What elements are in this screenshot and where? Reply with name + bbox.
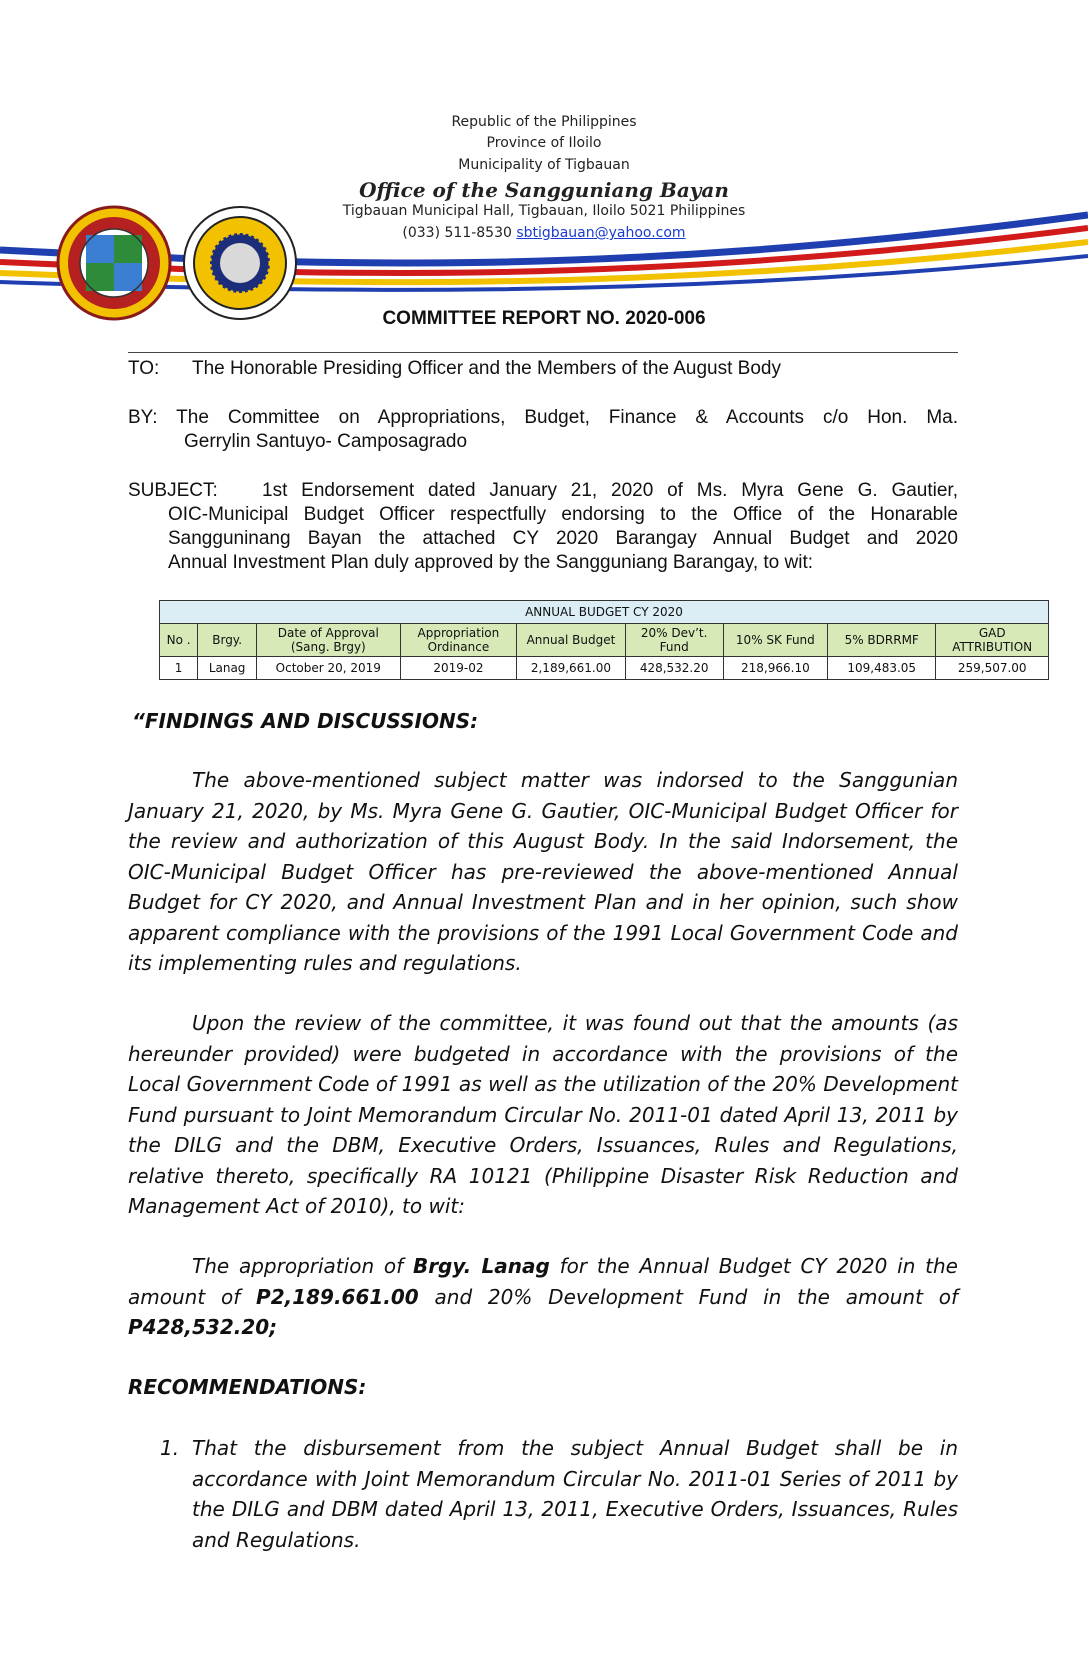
recommendation-1: That the disbursement from the subject Annual Budget shall be in accordance with Joint Memorandum Circular No. 2011-01 Series of 2011 by the DILG and DBM dated April 13, 2011, Executive Orders, Issuances, Rules and Regulations.	[192, 1436, 958, 1552]
letterhead-email-link[interactable]: sbtigbauan@yahoo.com	[516, 225, 686, 241]
col-header: Appropriation Ordinance	[400, 624, 517, 657]
findings-paragraph-3	[128, 1251, 958, 1343]
by-text-2: Gerrylin Santuyo- Camposagrado	[184, 431, 468, 452]
col-header: No .	[160, 624, 198, 657]
col-header: 10% SK Fund	[723, 624, 827, 657]
col-header: 5% BDRRMF	[828, 624, 936, 657]
to-label: TO:	[128, 358, 160, 379]
letterhead-republic: Republic of the Philippines	[451, 114, 637, 130]
letterhead-municipality: Municipality of Tigbauan	[458, 157, 630, 173]
table-row	[160, 657, 1049, 680]
letterhead-office: Office of the Sangguniang Bayan	[359, 178, 729, 202]
p3-barangay: Brgy. Lanag	[412, 1254, 550, 1278]
p3-text-c: for the Annual Budget CY 2020 in the amount of	[128, 1254, 958, 1309]
table-caption: ANNUAL BUDGET CY 2020	[160, 601, 1049, 624]
letterhead-province: Province of Iloilo	[486, 135, 602, 151]
letterhead-address: Tigbauan Municipal Hall, Tigbauan, Iloilo 5021 Philippines	[342, 203, 746, 219]
subject-label: SUBJECT:	[128, 480, 218, 501]
by-text: The Committee on Appropriations, Budget, Finance & Accounts c/o Hon. Ma.	[176, 407, 958, 428]
col-header: Brgy.	[198, 624, 257, 657]
sangguniang-bayan-seal-icon	[182, 205, 298, 321]
findings-paragraph-1: The above-mentioned subject matter was indorsed to the Sanggunian January 21, 2020, by Ms. Myra Gene G. Gautier, OIC-Municipal Budget Officer for the review and authorization of this August Body. In the said Indorsement, the OIC-Municipal Budget Officer has pre-reviewed the above-mentioned Annual Budget for CY 2020, and Annual Investment Plan and in her opinion, such show apparent compliance with the provisions of the 1991 Local Government Code and its implementing rules and regulations.	[128, 768, 958, 975]
p3-dev-fund-amount: P428,532.20;	[128, 1315, 278, 1339]
subject-line-2: OIC-Municipal Budget Officer respectfully endorsing to the Office of the Honarable	[168, 504, 958, 525]
to-text: The Honorable Presiding Officer and the Members of the August Body	[192, 358, 781, 379]
findings-paragraph-2: Upon the review of the committee, it was found out that the amounts (as hereunder provided) were budgeted in accordance with the provisions of the Local Government Code of 1991 as well as the utilization of the 20% Development Fund pursuant to Joint Memorandum Circular No. 2011-01 dated April 13, 2011 by the DILG and the DBM, Executive Orders, Issuances, Rules and Regulations, relative thereto, specifically RA 10121 (Philippine Disaster Risk Reduction and Management Act of 2010), to wit:	[128, 1011, 958, 1218]
annual-budget-table	[159, 600, 1049, 680]
by-label: BY:	[128, 407, 158, 428]
p3-budget-amount: P2,189.661.00	[256, 1284, 419, 1309]
title-divider	[128, 352, 958, 353]
letterhead-phone: (033) 511-8530	[402, 225, 512, 241]
by-line	[128, 406, 958, 430]
findings-heading: “FINDINGS AND DISCUSSIONS:	[132, 709, 479, 733]
subject-line-1: 1st Endorsement dated January 21, 2020 of Ms. Myra Gene G. Gautier,	[262, 480, 958, 501]
recommendations-heading: RECOMMENDATIONS:	[128, 1375, 367, 1399]
table-cell: 218,966.10	[723, 657, 827, 680]
table-cell: 428,532.20	[625, 657, 723, 680]
municipality-seal-icon	[56, 205, 172, 321]
table-cell: 259,507.00	[936, 657, 1049, 680]
table-header-row	[160, 624, 1049, 657]
col-header: Date of Approval (Sang. Brgy)	[257, 624, 401, 657]
p3-text-a: The appropriation of	[192, 1254, 413, 1278]
report-title: COMMITTEE REPORT NO. 2020-006	[382, 308, 706, 329]
col-header: GAD ATTRIBUTION	[936, 624, 1049, 657]
recommendation-number-1: 1.	[160, 1436, 180, 1460]
table-cell: 2,189,661.00	[517, 657, 625, 680]
table-cell: 2019-02	[400, 657, 517, 680]
table-cell: 109,483.05	[828, 657, 936, 680]
table-cell: 1	[160, 657, 198, 680]
table-cell: Lanag	[198, 657, 257, 680]
subject-line-4: Annual Investment Plan duly approved by the Sangguniang Barangay, to wit:	[168, 552, 814, 573]
subject-line-3: Sangguninang Bayan the attached CY 2020 Barangay Annual Budget and 2020	[168, 528, 958, 549]
col-header: Annual Budget	[517, 624, 625, 657]
col-header: 20% Dev’t. Fund	[625, 624, 723, 657]
p3-text-e: and 20% Development Fund in the amount of	[418, 1284, 958, 1309]
table-cell: October 20, 2019	[257, 657, 401, 680]
